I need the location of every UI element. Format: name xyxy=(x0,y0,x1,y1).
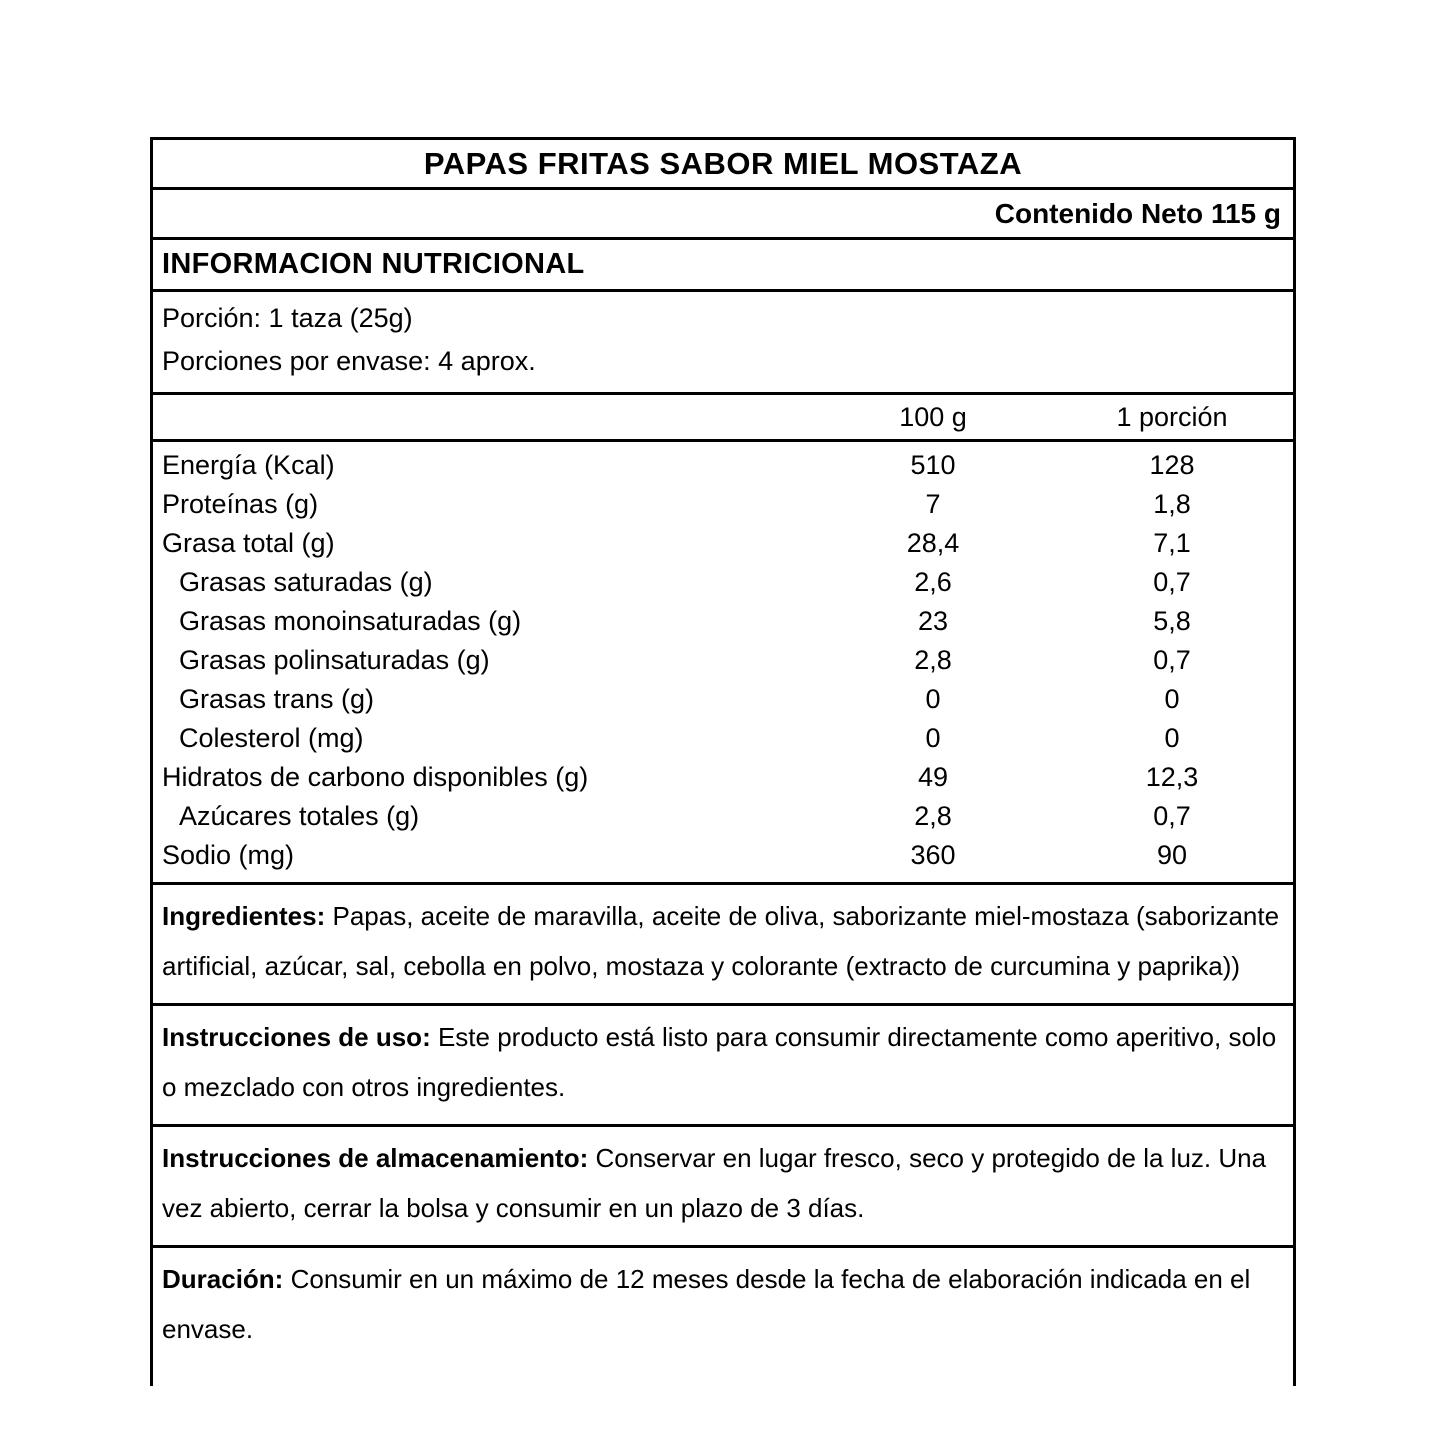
shelf-life-text xyxy=(162,1254,1281,1354)
nutrient-label: Hidratos de carbono disponibles (g) xyxy=(162,762,589,792)
nutrients-table xyxy=(150,439,1296,885)
net-content-section xyxy=(150,187,1296,240)
product-title: PAPAS FRITAS SABOR MIEL MOSTAZA xyxy=(423,145,1023,181)
ingredients-section xyxy=(150,882,1296,1006)
nutrient-value-100g: 2,8 xyxy=(914,801,952,831)
ingredients-lead: Ingredientes: xyxy=(162,901,326,931)
product-title-section xyxy=(150,137,1296,190)
serving-section xyxy=(150,289,1296,395)
serving-size: Porción: 1 taza (25g) xyxy=(162,303,413,333)
column-header-row xyxy=(153,395,1293,439)
nutrient-label: Grasas trans (g) xyxy=(179,684,375,714)
nutrient-value-100g: 360 xyxy=(910,840,956,870)
nutrient-value-portion: 90 xyxy=(1156,840,1188,870)
storage-instructions-body: Conservar en lugar fresco, seco y protegido de la luz. Una vez abierto, cerrar la bolsa y consumir en un plazo de 3 días. xyxy=(162,1143,1267,1223)
nutrient-label: Proteínas (g) xyxy=(162,489,319,519)
shelf-life-body: Consumir en un máximo de 12 meses desde la fecha de elaboración indicada en el envase. xyxy=(162,1264,1251,1344)
nutrient-value-portion: 128 xyxy=(1149,450,1195,480)
nutrition-label xyxy=(150,137,1296,1386)
net-content: Contenido Neto 115 g xyxy=(994,197,1281,229)
nutrition-info-header-section xyxy=(150,237,1296,292)
usage-instructions-body: Este producto está listo para consumir directamente como aperitivo, solo o mezclado con otros ingredientes. xyxy=(162,1022,1277,1102)
nutrition-info-header: INFORMACION NUTRICIONAL xyxy=(162,248,585,280)
nutrient-rows-container xyxy=(153,446,1293,875)
nutrient-value-portion: 0,7 xyxy=(1153,801,1191,831)
nutrient-row xyxy=(153,758,1293,797)
nutrient-label: Grasas polinsaturadas (g) xyxy=(179,645,490,675)
nutrient-value-100g: 49 xyxy=(917,762,949,792)
nutrient-value-100g: 510 xyxy=(910,450,956,480)
nutrient-label: Grasas saturadas (g) xyxy=(179,567,433,597)
nutrient-label: Grasa total (g) xyxy=(162,528,335,558)
nutrient-row xyxy=(153,836,1293,875)
shelf-life-section xyxy=(150,1245,1296,1386)
usage-instructions-section xyxy=(150,1003,1296,1127)
nutrient-row xyxy=(153,797,1293,836)
nutrient-value-100g: 2,8 xyxy=(914,645,952,675)
nutrient-row xyxy=(153,446,1293,485)
nutrient-row xyxy=(153,719,1293,758)
usage-instructions-lead: Instrucciones de uso: xyxy=(162,1022,431,1052)
storage-instructions-text xyxy=(162,1133,1281,1233)
nutrient-value-portion: 12,3 xyxy=(1145,762,1199,792)
ingredients-body: Papas, aceite de maravilla, aceite de oliva, saborizante miel-mostaza (saborizante artificial, azúcar, sal, cebolla en polvo, mostaza y colorante (extracto de curcumina y paprika)) xyxy=(162,901,1280,981)
nutrient-value-portion: 1,8 xyxy=(1153,489,1191,519)
nutrient-value-portion: 5,8 xyxy=(1153,606,1191,636)
nutrient-value-portion: 0,7 xyxy=(1153,645,1191,675)
storage-instructions-lead: Instrucciones de almacenamiento: xyxy=(162,1143,589,1173)
nutrient-label: Colesterol (mg) xyxy=(179,723,364,753)
nutrient-row xyxy=(153,563,1293,602)
column-headers-section xyxy=(150,392,1296,442)
nutrient-value-portion: 0,7 xyxy=(1153,567,1191,597)
nutrient-row xyxy=(153,680,1293,719)
nutrient-label: Azúcares totales (g) xyxy=(179,801,420,831)
nutrient-row xyxy=(153,524,1293,563)
nutrient-value-100g: 7 xyxy=(925,489,941,519)
nutrient-value-100g: 28,4 xyxy=(906,528,960,558)
ingredients-text xyxy=(162,891,1281,991)
nutrient-value-portion: 0 xyxy=(1164,684,1180,714)
usage-instructions-text xyxy=(162,1012,1281,1112)
nutrient-label: Energía (Kcal) xyxy=(162,450,335,480)
nutrient-label: Sodio (mg) xyxy=(162,840,295,870)
shelf-life-lead: Duración: xyxy=(162,1264,284,1294)
nutrient-value-portion: 0 xyxy=(1164,723,1180,753)
nutrient-value-100g: 0 xyxy=(925,684,941,714)
column-header-100g: 100 g xyxy=(899,401,967,432)
nutrient-value-100g: 0 xyxy=(925,723,941,753)
storage-instructions-section xyxy=(150,1124,1296,1248)
nutrient-row xyxy=(153,485,1293,524)
column-header-portion: 1 porción xyxy=(1116,401,1228,432)
nutrient-value-100g: 2,6 xyxy=(914,567,952,597)
nutrient-value-100g: 23 xyxy=(917,606,949,636)
servings-per-package: Porciones por envase: 4 aprox. xyxy=(162,346,536,376)
nutrient-label: Grasas monoinsaturadas (g) xyxy=(179,606,522,636)
nutrient-value-portion: 7,1 xyxy=(1153,528,1191,558)
nutrient-row xyxy=(153,641,1293,680)
nutrient-row xyxy=(153,602,1293,641)
